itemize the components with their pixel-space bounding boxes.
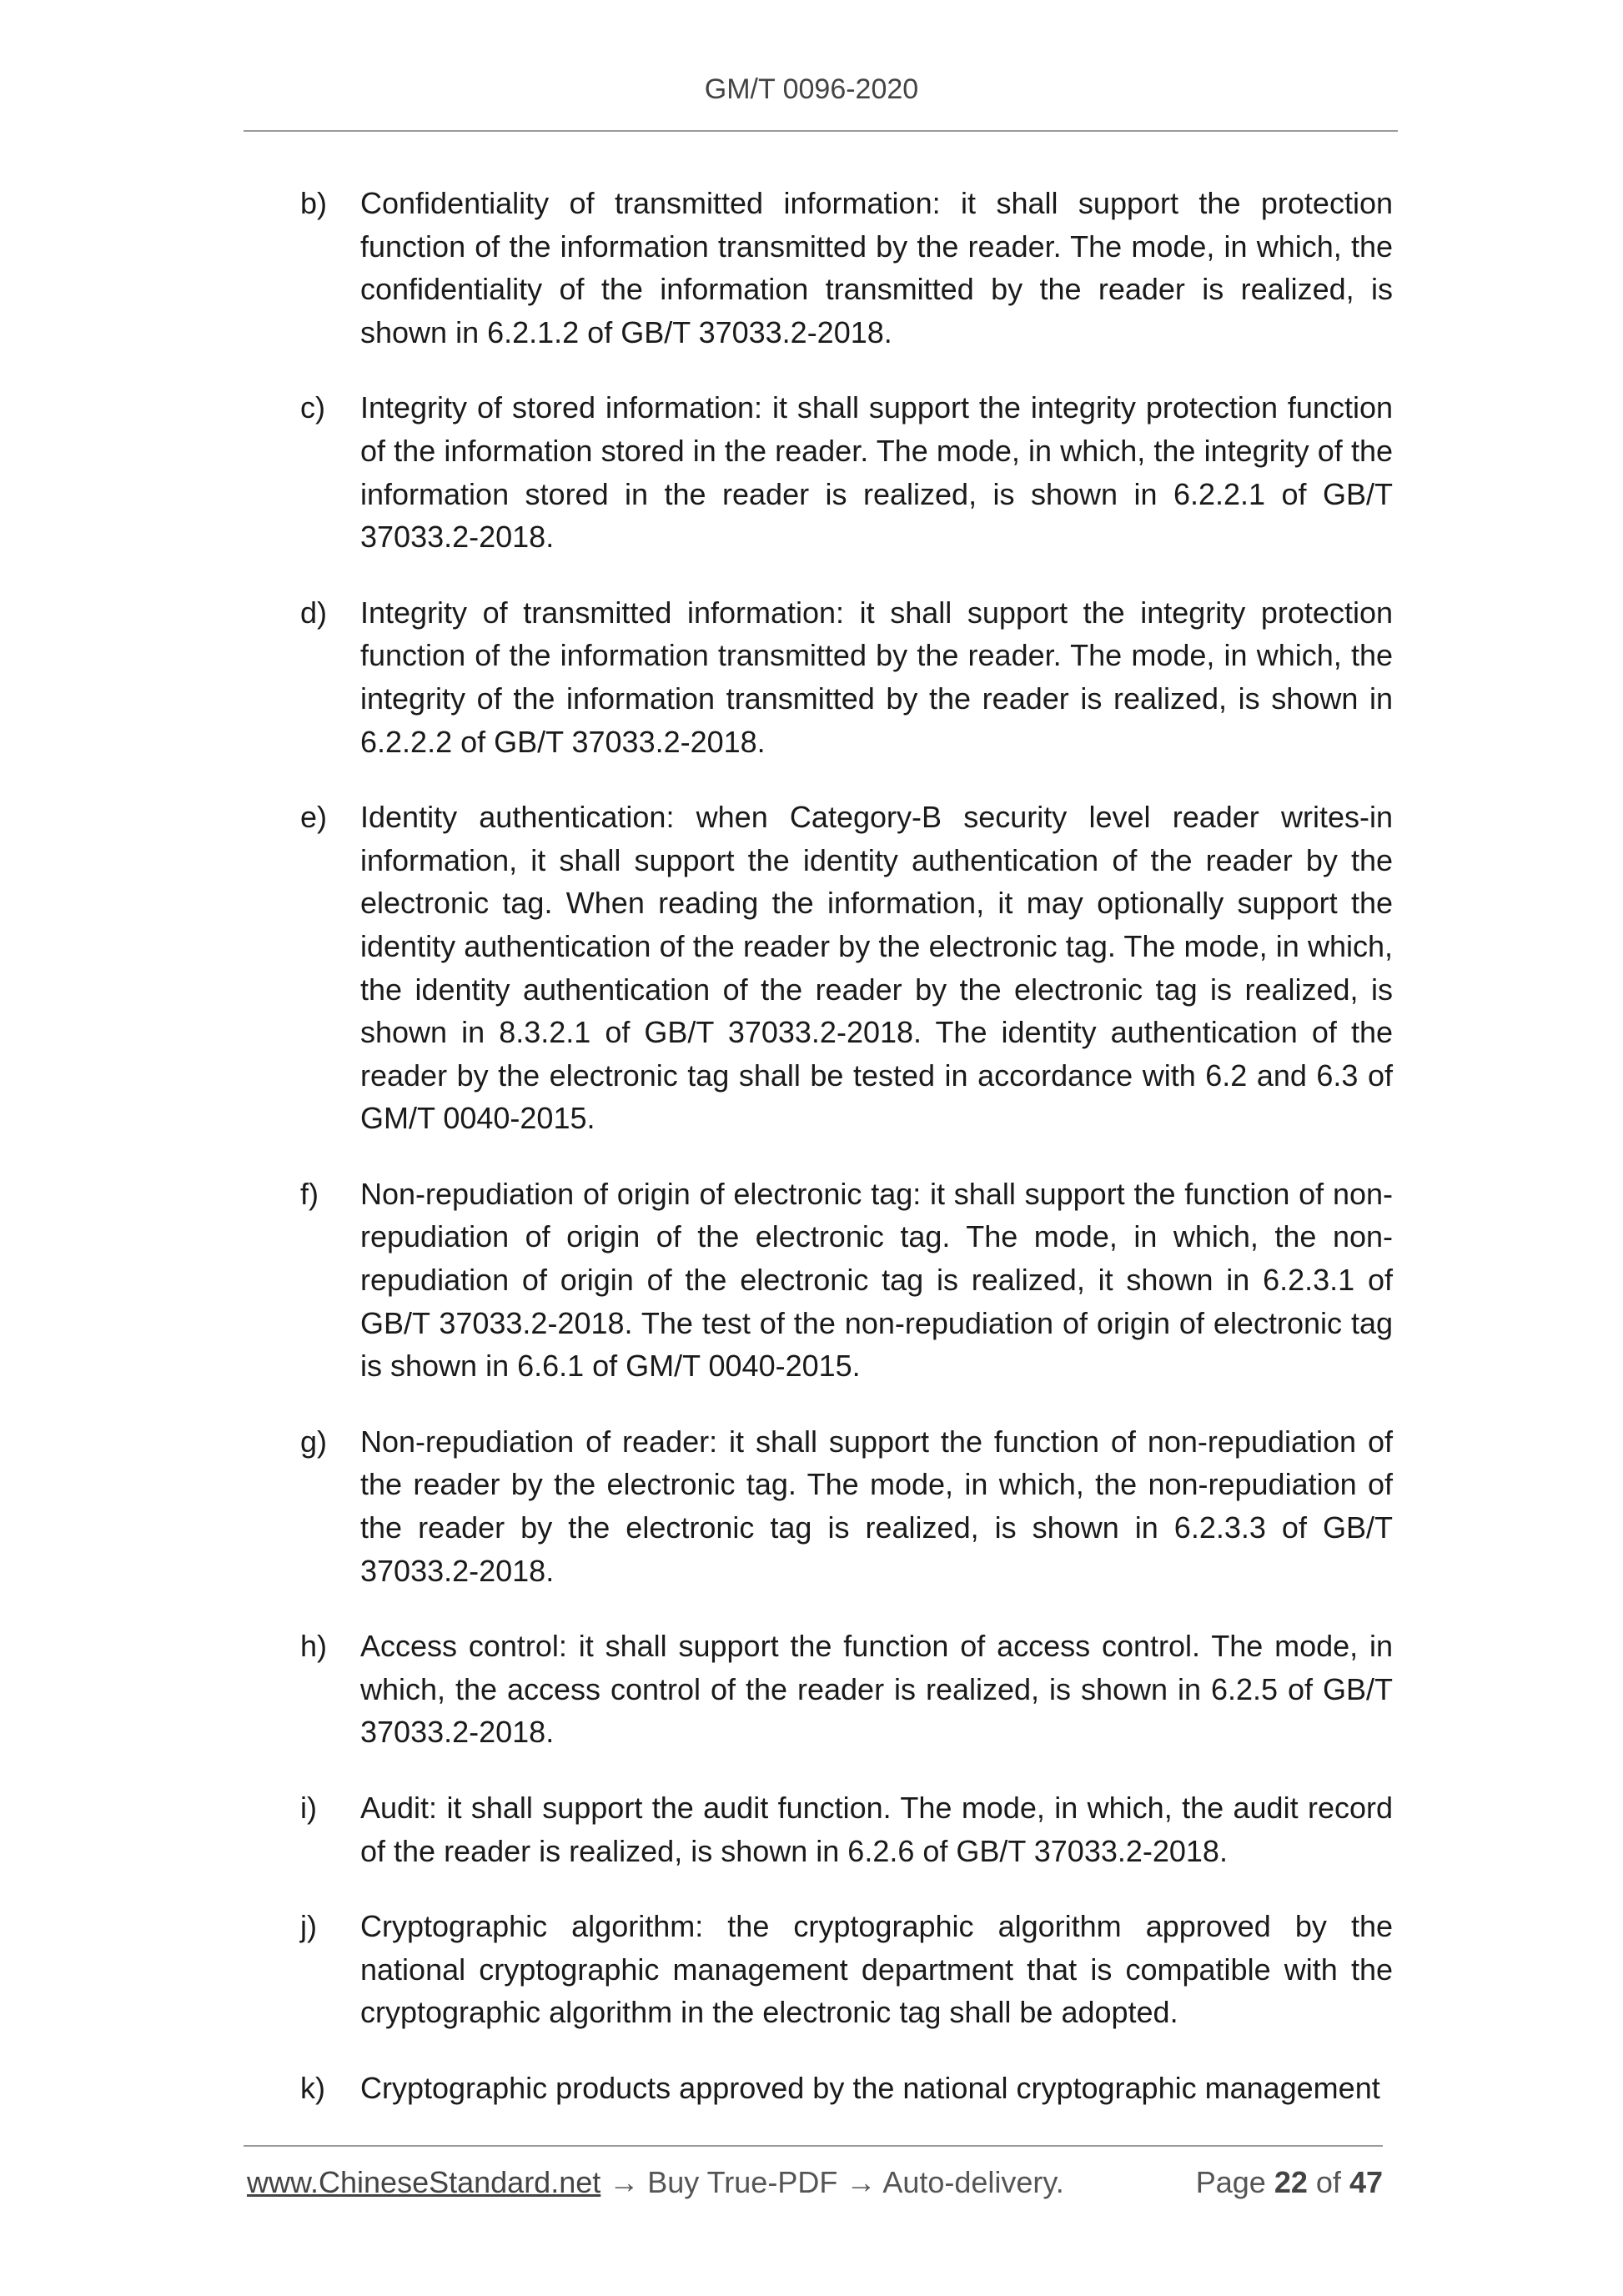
list-item-text: Integrity of transmitted information: it shall support the integrity protection function of the information transmitted by the reader. The mode, in which, the integrity of the information transmitted by the reader is realized, is shown in 6.2.2.2 of GB/T 37033.2-2018.: [360, 595, 1393, 759]
list-item-text: Identity authentication: when Category-B security level reader writes-in information, it shall support the identity authentication of the reader by the electronic tag. When reading the information, it may optionally support the identity authentication of the reader by the electronic tag. The mode, in which, the identity authentication of the reader by the electronic tag is realized, is shown in 8.3.2.1 of GB/T 37033.2-2018. The identity authentication of the reader by the electronic tag shall be tested in accordance with 6.2 and 6.3 of GM/T 0040-2015.: [360, 800, 1393, 1136]
list-item: [300, 386, 1393, 558]
page-word: Page: [1195, 2165, 1266, 2199]
footer-promo-text: → Buy True-PDF → Auto-delivery.: [600, 2165, 1064, 2199]
list-item: [300, 591, 1393, 763]
list-item-text: Access control: it shall support the function of access control. The mode, in which, the access control of the reader is realized, is shown in 6.2.5 of GB/T 37033.2-2018.: [360, 1629, 1393, 1750]
list-item: [300, 1420, 1393, 1592]
list-marker: j): [300, 1909, 317, 1944]
list-item-text: Audit: it shall support the audit function. The mode, in which, the audit record of the reader is realized, is shown in 6.2.6 of GB/T 37033.2-2018.: [360, 1791, 1393, 1868]
list-item-text: Confidentiality of transmitted information: it shall support the protection function of the information transmitted by the reader. The mode, in which, the confidentiality of the information transmitted by the reader is realized, is shown in 6.2.1.2 of GB/T 37033.2-2018.: [360, 186, 1393, 349]
list-marker: b): [300, 186, 328, 220]
list-item-text: Cryptographic algorithm: the cryptographic algorithm approved by the national cryptographic management department that is compatible with the cryptographic algorithm in the electronic tag shall be adopted.: [360, 1909, 1393, 2030]
total-page-number: 47: [1349, 2165, 1383, 2199]
list-item-text: Cryptographic products approved by the national cryptographic management: [360, 2070, 1380, 2105]
page-number: [1196, 2165, 1383, 2200]
list-marker: c): [300, 390, 325, 425]
footer-promo: [247, 2165, 1064, 2200]
list-marker: d): [300, 595, 328, 630]
list-item: [300, 796, 1393, 1140]
list-marker: k): [300, 2070, 325, 2105]
list-item-text: Non-repudiation of origin of electronic tag: it shall support the function of non-repudiation of origin of the electronic tag. The mode, in which, the non-repudiation of origin of the electronic tag is realized, it shown in 6.2.3.1 of GB/T 37033.2-2018. The test of the non-repudiation of origin of electronic tag is shown in 6.6.1 of GM/T 0040-2015.: [360, 1176, 1393, 1384]
list-item: [300, 1625, 1393, 1754]
list-marker: f): [300, 1176, 319, 1211]
list-item: [300, 2067, 1393, 2110]
list-item: [300, 182, 1393, 354]
list-marker: g): [300, 1424, 328, 1459]
page-footer: [247, 2165, 1383, 2207]
current-page-number: 22: [1274, 2165, 1308, 2199]
list-item: [300, 1173, 1393, 1388]
header-divider: [244, 130, 1398, 132]
list-marker: h): [300, 1629, 328, 1664]
list-item: [300, 1786, 1393, 1872]
requirements-list: [300, 182, 1393, 2143]
footer-divider: [244, 2145, 1383, 2147]
page-header-title: GM/T 0096-2020: [704, 73, 919, 105]
of-word: of: [1315, 2165, 1341, 2199]
list-marker: e): [300, 800, 328, 835]
website-link[interactable]: www.ChineseStandard.net: [247, 2165, 601, 2199]
list-item-text: Non-repudiation of reader: it shall support the function of non-repudiation of the reader by the electronic tag. The mode, in which, the non-repudiation of the reader by the electronic tag is realized, is shown in 6.2.3.3 of GB/T 37033.2-2018.: [360, 1424, 1393, 1588]
list-marker: i): [300, 1791, 317, 1825]
list-item: [300, 1905, 1393, 2034]
list-item-text: Integrity of stored information: it shall support the integrity protection function of the information stored in the reader. The mode, in which, the integrity of the information stored in the reader is realized, is shown in 6.2.2.1 of GB/T 37033.2-2018.: [360, 390, 1393, 555]
